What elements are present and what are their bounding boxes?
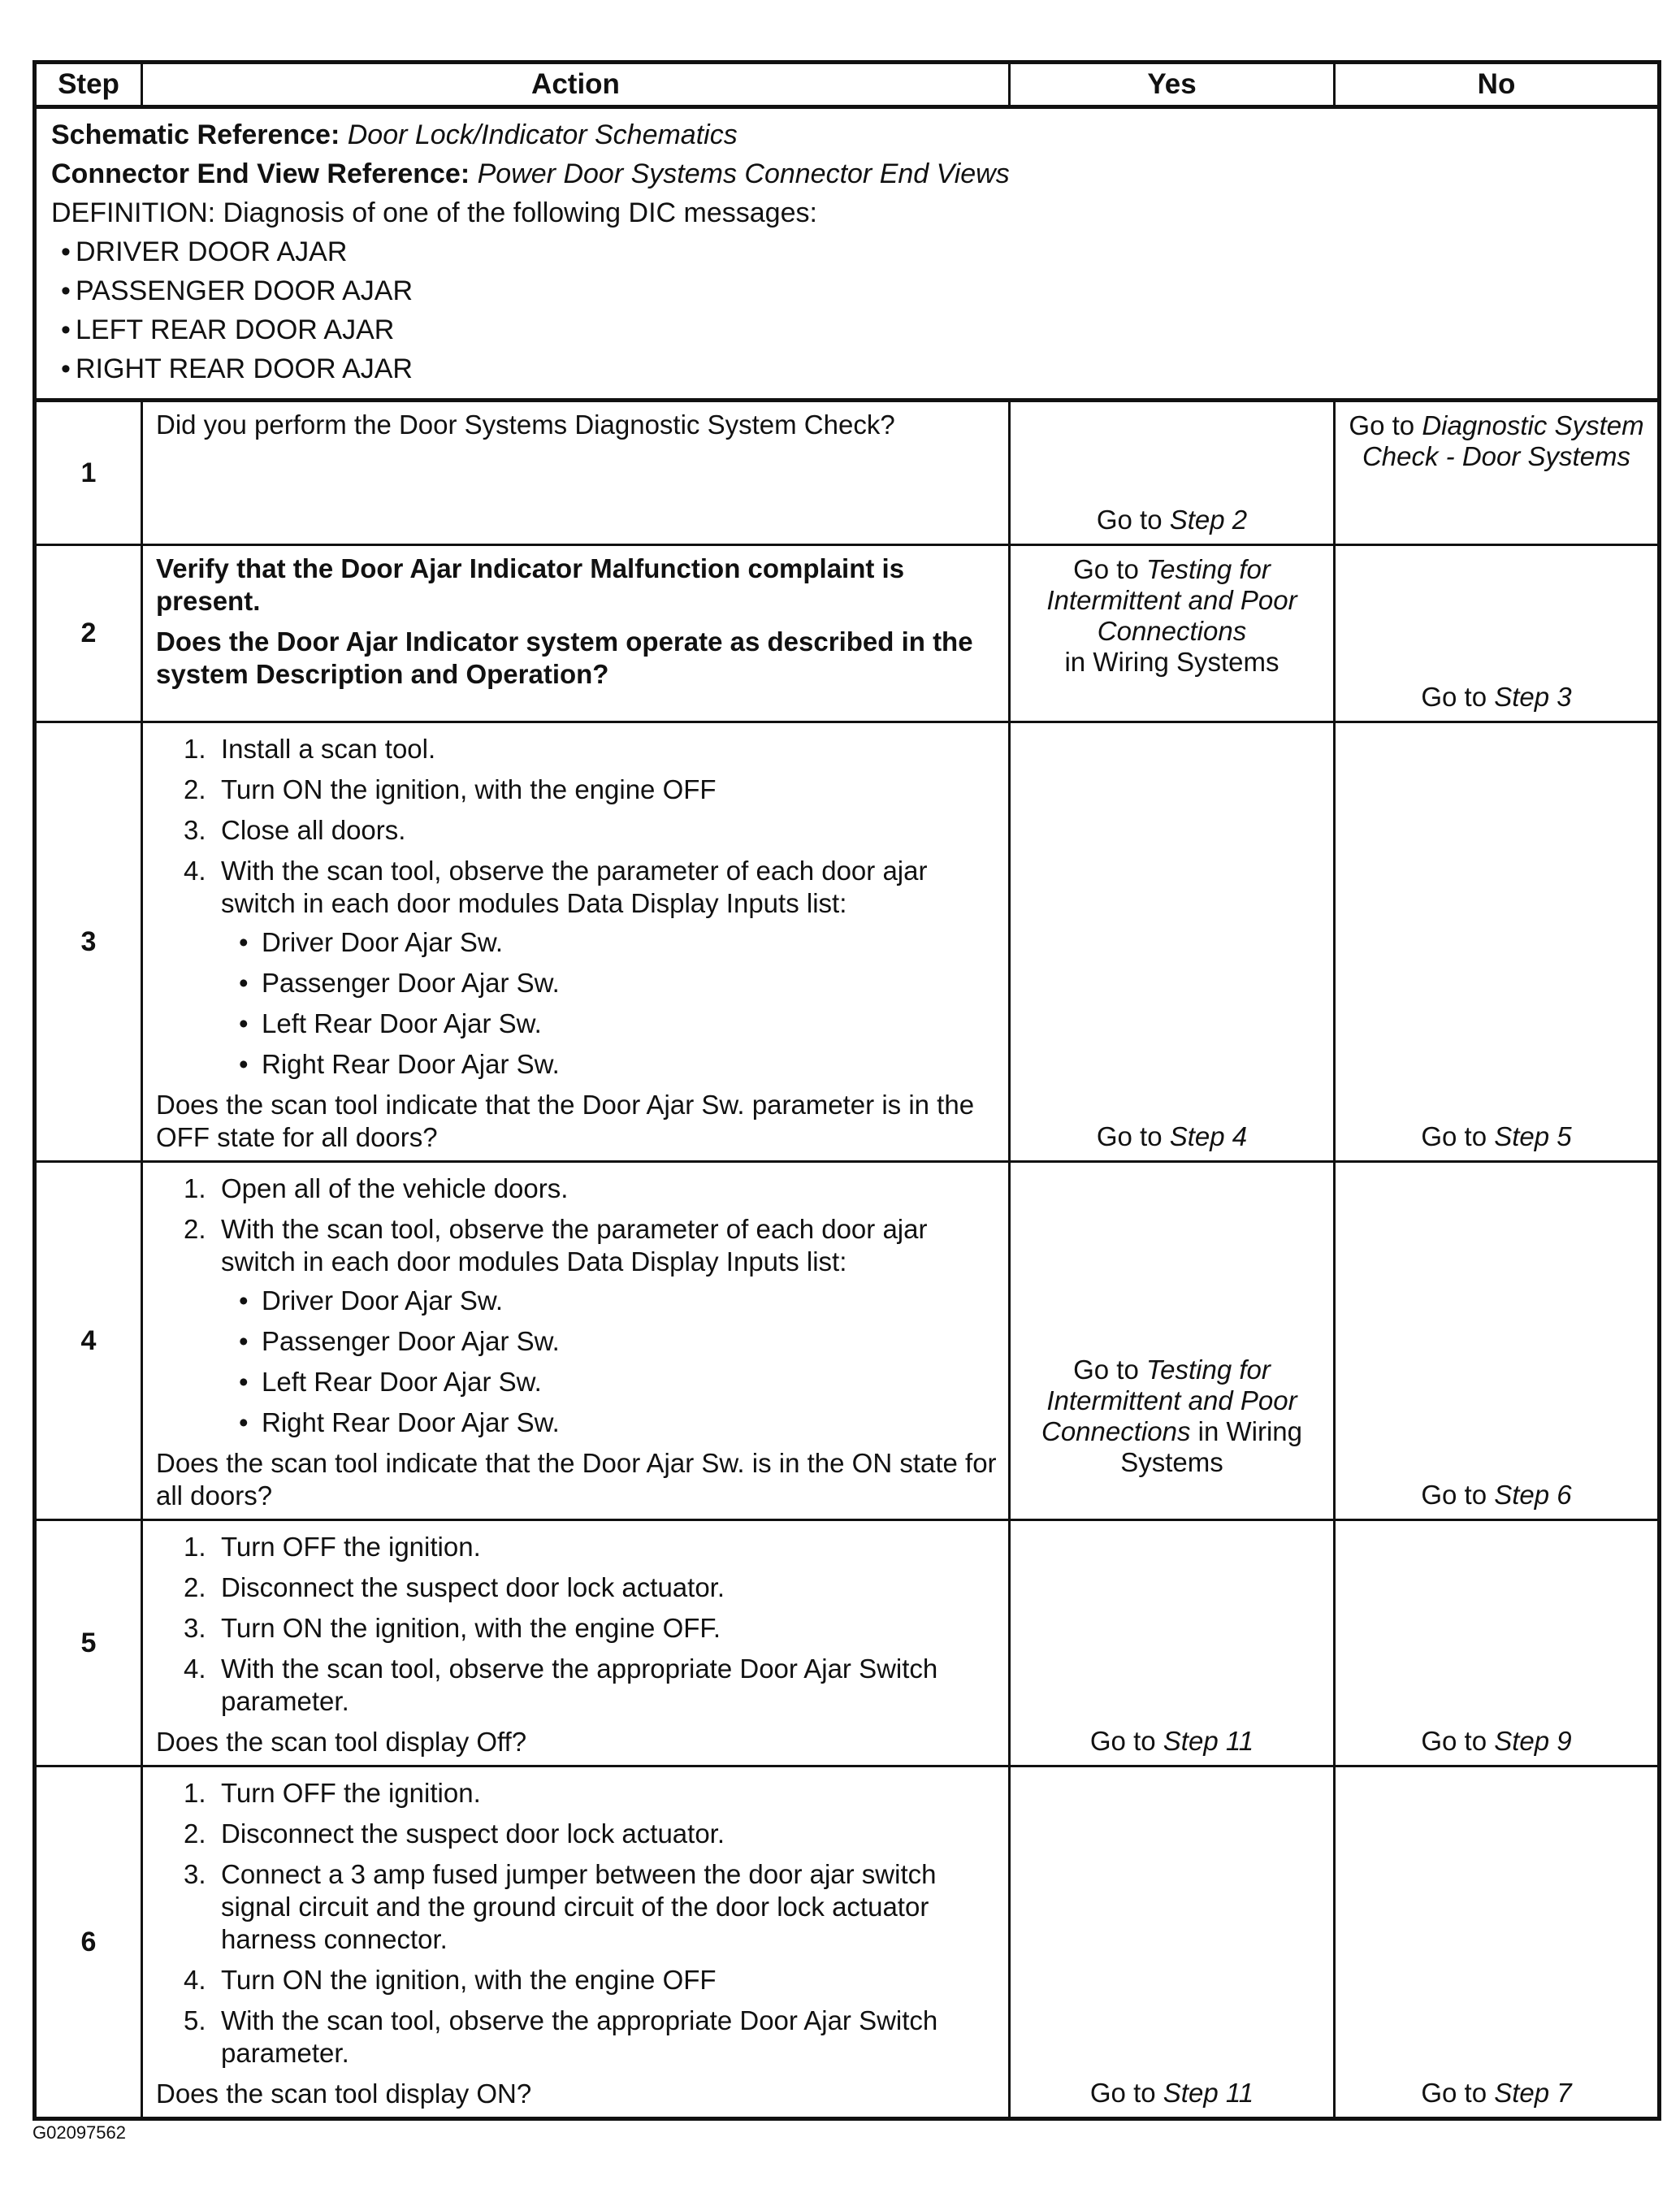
step-question: Does the scan tool indicate that the Door Ajar Sw. is in the ON state for all doors?: [156, 1448, 997, 1511]
parameter-item: • Left Rear Door Ajar Sw.: [221, 1366, 997, 1398]
no-link[interactable]: Diagnostic System Check - Door Systems: [1362, 410, 1644, 471]
diagnostic-table: [32, 60, 1661, 2121]
step-row-5: [35, 1520, 1660, 1766]
parameter-item: • Right Rear Door Ajar Sw.: [221, 1407, 997, 1439]
yes-cell: [1010, 545, 1335, 722]
parameter-list: [221, 1285, 997, 1439]
step-row-4: [35, 1162, 1660, 1520]
no-cell: [1335, 1520, 1660, 1766]
step-question: Did you perform the Door Systems Diagnostic System Check?: [156, 410, 895, 440]
step-intro: Verify that the Door Ajar Indicator Malfunction complaint is present.: [156, 553, 905, 616]
step-number: 4: [35, 1162, 142, 1520]
header-action: Action: [142, 63, 1010, 107]
no-link[interactable]: Step 6: [1494, 1480, 1572, 1510]
instruction-item: 2. With the scan tool, observe the parameter of each door ajar switch in each door modules Data Display Inputs list: • Driver Door Ajar Sw. • Passenger Door Ajar Sw. • Left Rear Door Ajar Sw. • Right Rear Door Ajar Sw.: [156, 1213, 997, 1439]
instruction-list: [156, 1531, 997, 1718]
step-question: Does the Door Ajar Indicator system operate as described in the system Description and Operation?: [156, 626, 973, 689]
step-row-3: [35, 722, 1660, 1162]
no-prefix: Go to: [1421, 1480, 1495, 1510]
no-link[interactable]: Step 5: [1494, 1121, 1572, 1151]
instruction-item: 3. Close all doors.: [184, 815, 406, 845]
no-link[interactable]: Step 3: [1494, 682, 1572, 712]
action-cell: [142, 1766, 1010, 2119]
instruction-item: 1. Turn OFF the ignition.: [184, 1778, 481, 1808]
instruction-item: 1. Open all of the vehicle doors.: [184, 1173, 569, 1203]
parameter-item: • Passenger Door Ajar Sw.: [221, 967, 997, 999]
action-cell: [142, 1520, 1010, 1766]
instruction-list: [156, 733, 997, 1081]
yes-prefix: Go to: [1089, 2078, 1163, 2108]
connector-reference: [51, 154, 1646, 193]
definition-text: DEFINITION: Diagnosis of one of the following DIC messages:: [51, 197, 817, 228]
action-cell: [142, 401, 1010, 545]
no-prefix: Go to: [1421, 1121, 1495, 1151]
no-cell: [1335, 722, 1660, 1162]
yes-suffix: in Wiring Systems: [1120, 1416, 1302, 1477]
intro-cell: [35, 107, 1660, 401]
yes-suffix: in Wiring Systems: [1064, 647, 1279, 677]
instruction-item: 5. With the scan tool, observe the appropriate Door Ajar Switch parameter.: [184, 2005, 938, 2068]
instruction-item: 3. Turn ON the ignition, with the engine OFF.: [184, 1613, 721, 1643]
no-prefix: Go to: [1421, 1726, 1495, 1756]
schematic-label: Schematic Reference:: [51, 119, 340, 150]
instruction-list: [156, 1173, 997, 1439]
instruction-item: 4. With the scan tool, observe the appropriate Door Ajar Switch parameter.: [184, 1654, 938, 1716]
step-question: Does the scan tool display Off?: [156, 1727, 527, 1757]
yes-prefix: Go to: [1096, 1121, 1170, 1151]
step-question: Does the scan tool display ON?: [156, 2078, 532, 2109]
yes-prefix: Go to: [1089, 1726, 1163, 1756]
instruction-list: [156, 1777, 997, 2070]
header-yes: Yes: [1010, 63, 1335, 107]
yes-prefix: Go to: [1073, 1355, 1146, 1385]
no-prefix: Go to: [1421, 682, 1495, 712]
action-cell: [142, 1162, 1010, 1520]
no-prefix: Go to: [1349, 410, 1422, 440]
step-number: 5: [35, 1520, 142, 1766]
action-cell: [142, 545, 1010, 722]
step-number: 2: [35, 545, 142, 722]
yes-link[interactable]: Step 2: [1169, 505, 1248, 535]
schematic-reference: [51, 115, 1646, 154]
parameter-item: • Driver Door Ajar Sw.: [221, 1285, 997, 1317]
connector-label: Connector End View Reference:: [51, 158, 470, 189]
no-cell: [1335, 545, 1660, 722]
no-link[interactable]: Step 9: [1494, 1726, 1572, 1756]
yes-link[interactable]: Step 11: [1163, 2078, 1254, 2108]
yes-prefix: Go to: [1096, 505, 1170, 535]
step-number: 6: [35, 1766, 142, 2119]
step-row-2: [35, 545, 1660, 722]
no-link[interactable]: Step 7: [1494, 2078, 1572, 2108]
step-row-6: [35, 1766, 1660, 2119]
header-step: Step: [35, 63, 142, 107]
yes-link[interactable]: Step 11: [1163, 1726, 1254, 1756]
schematic-link[interactable]: Door Lock/Indicator Schematics: [347, 119, 738, 150]
step-question: Does the scan tool indicate that the Door Ajar Sw. parameter is in the OFF state for all doors?: [156, 1090, 975, 1152]
instruction-item: 1. Turn OFF the ignition.: [184, 1532, 481, 1562]
instruction-item: 1. Install a scan tool.: [184, 734, 436, 764]
step-number: 1: [35, 401, 142, 545]
dic-message: • LEFT REAR DOOR AJAR: [51, 310, 1646, 349]
yes-link[interactable]: Step 4: [1169, 1121, 1248, 1151]
parameter-list: [221, 926, 997, 1081]
yes-cell: [1010, 1162, 1335, 1520]
instruction-item: 2. Turn ON the ignition, with the engine OFF: [184, 774, 717, 804]
dic-message: • RIGHT REAR DOOR AJAR: [51, 349, 1646, 388]
parameter-item: • Right Rear Door Ajar Sw.: [221, 1048, 997, 1081]
action-cell: [142, 722, 1010, 1162]
no-cell: [1335, 401, 1660, 545]
parameter-item: • Driver Door Ajar Sw.: [221, 926, 997, 959]
yes-cell: [1010, 1520, 1335, 1766]
parameter-item: • Left Rear Door Ajar Sw.: [221, 1008, 997, 1040]
step-row-1: [35, 401, 1660, 545]
dic-message: • DRIVER DOOR AJAR: [51, 232, 1646, 271]
header-no: No: [1335, 63, 1660, 107]
parameter-item: • Passenger Door Ajar Sw.: [221, 1325, 997, 1358]
no-cell: [1335, 1162, 1660, 1520]
yes-cell: [1010, 1766, 1335, 2119]
yes-prefix: Go to: [1073, 554, 1146, 584]
instruction-item: 2. Disconnect the suspect door lock actuator.: [184, 1572, 725, 1602]
step-number: 3: [35, 722, 142, 1162]
yes-cell: [1010, 401, 1335, 545]
connector-link[interactable]: Power Door Systems Connector End Views: [477, 158, 1010, 189]
figure-code: G02097562: [32, 2122, 126, 2143]
dic-message-list: [51, 232, 1646, 388]
no-cell: [1335, 1766, 1660, 2119]
yes-link[interactable]: Testing for Intermittent and Poor Connections: [1046, 554, 1297, 646]
yes-link[interactable]: Testing for Intermittent and Poor Connections: [1041, 1355, 1297, 1446]
table-header-row: [35, 63, 1660, 107]
no-prefix: Go to: [1421, 2078, 1495, 2108]
instruction-item: 2. Disconnect the suspect door lock actuator.: [184, 1818, 725, 1849]
instruction-item: 4. Turn ON the ignition, with the engine OFF: [184, 1965, 717, 1995]
yes-cell: [1010, 722, 1335, 1162]
intro-row: [35, 107, 1660, 401]
instruction-item: 3. Connect a 3 amp fused jumper between the door ajar switch signal circuit and the ground circuit of the door lock actuator harness connector.: [184, 1859, 937, 1954]
dic-message: • PASSENGER DOOR AJAR: [51, 271, 1646, 310]
instruction-item: 4. With the scan tool, observe the parameter of each door ajar switch in each door modules Data Display Inputs list: • Driver Door Ajar Sw. • Passenger Door Ajar Sw. • Left Rear Door Ajar Sw. • Right Rear Door Ajar Sw.: [156, 855, 997, 1081]
